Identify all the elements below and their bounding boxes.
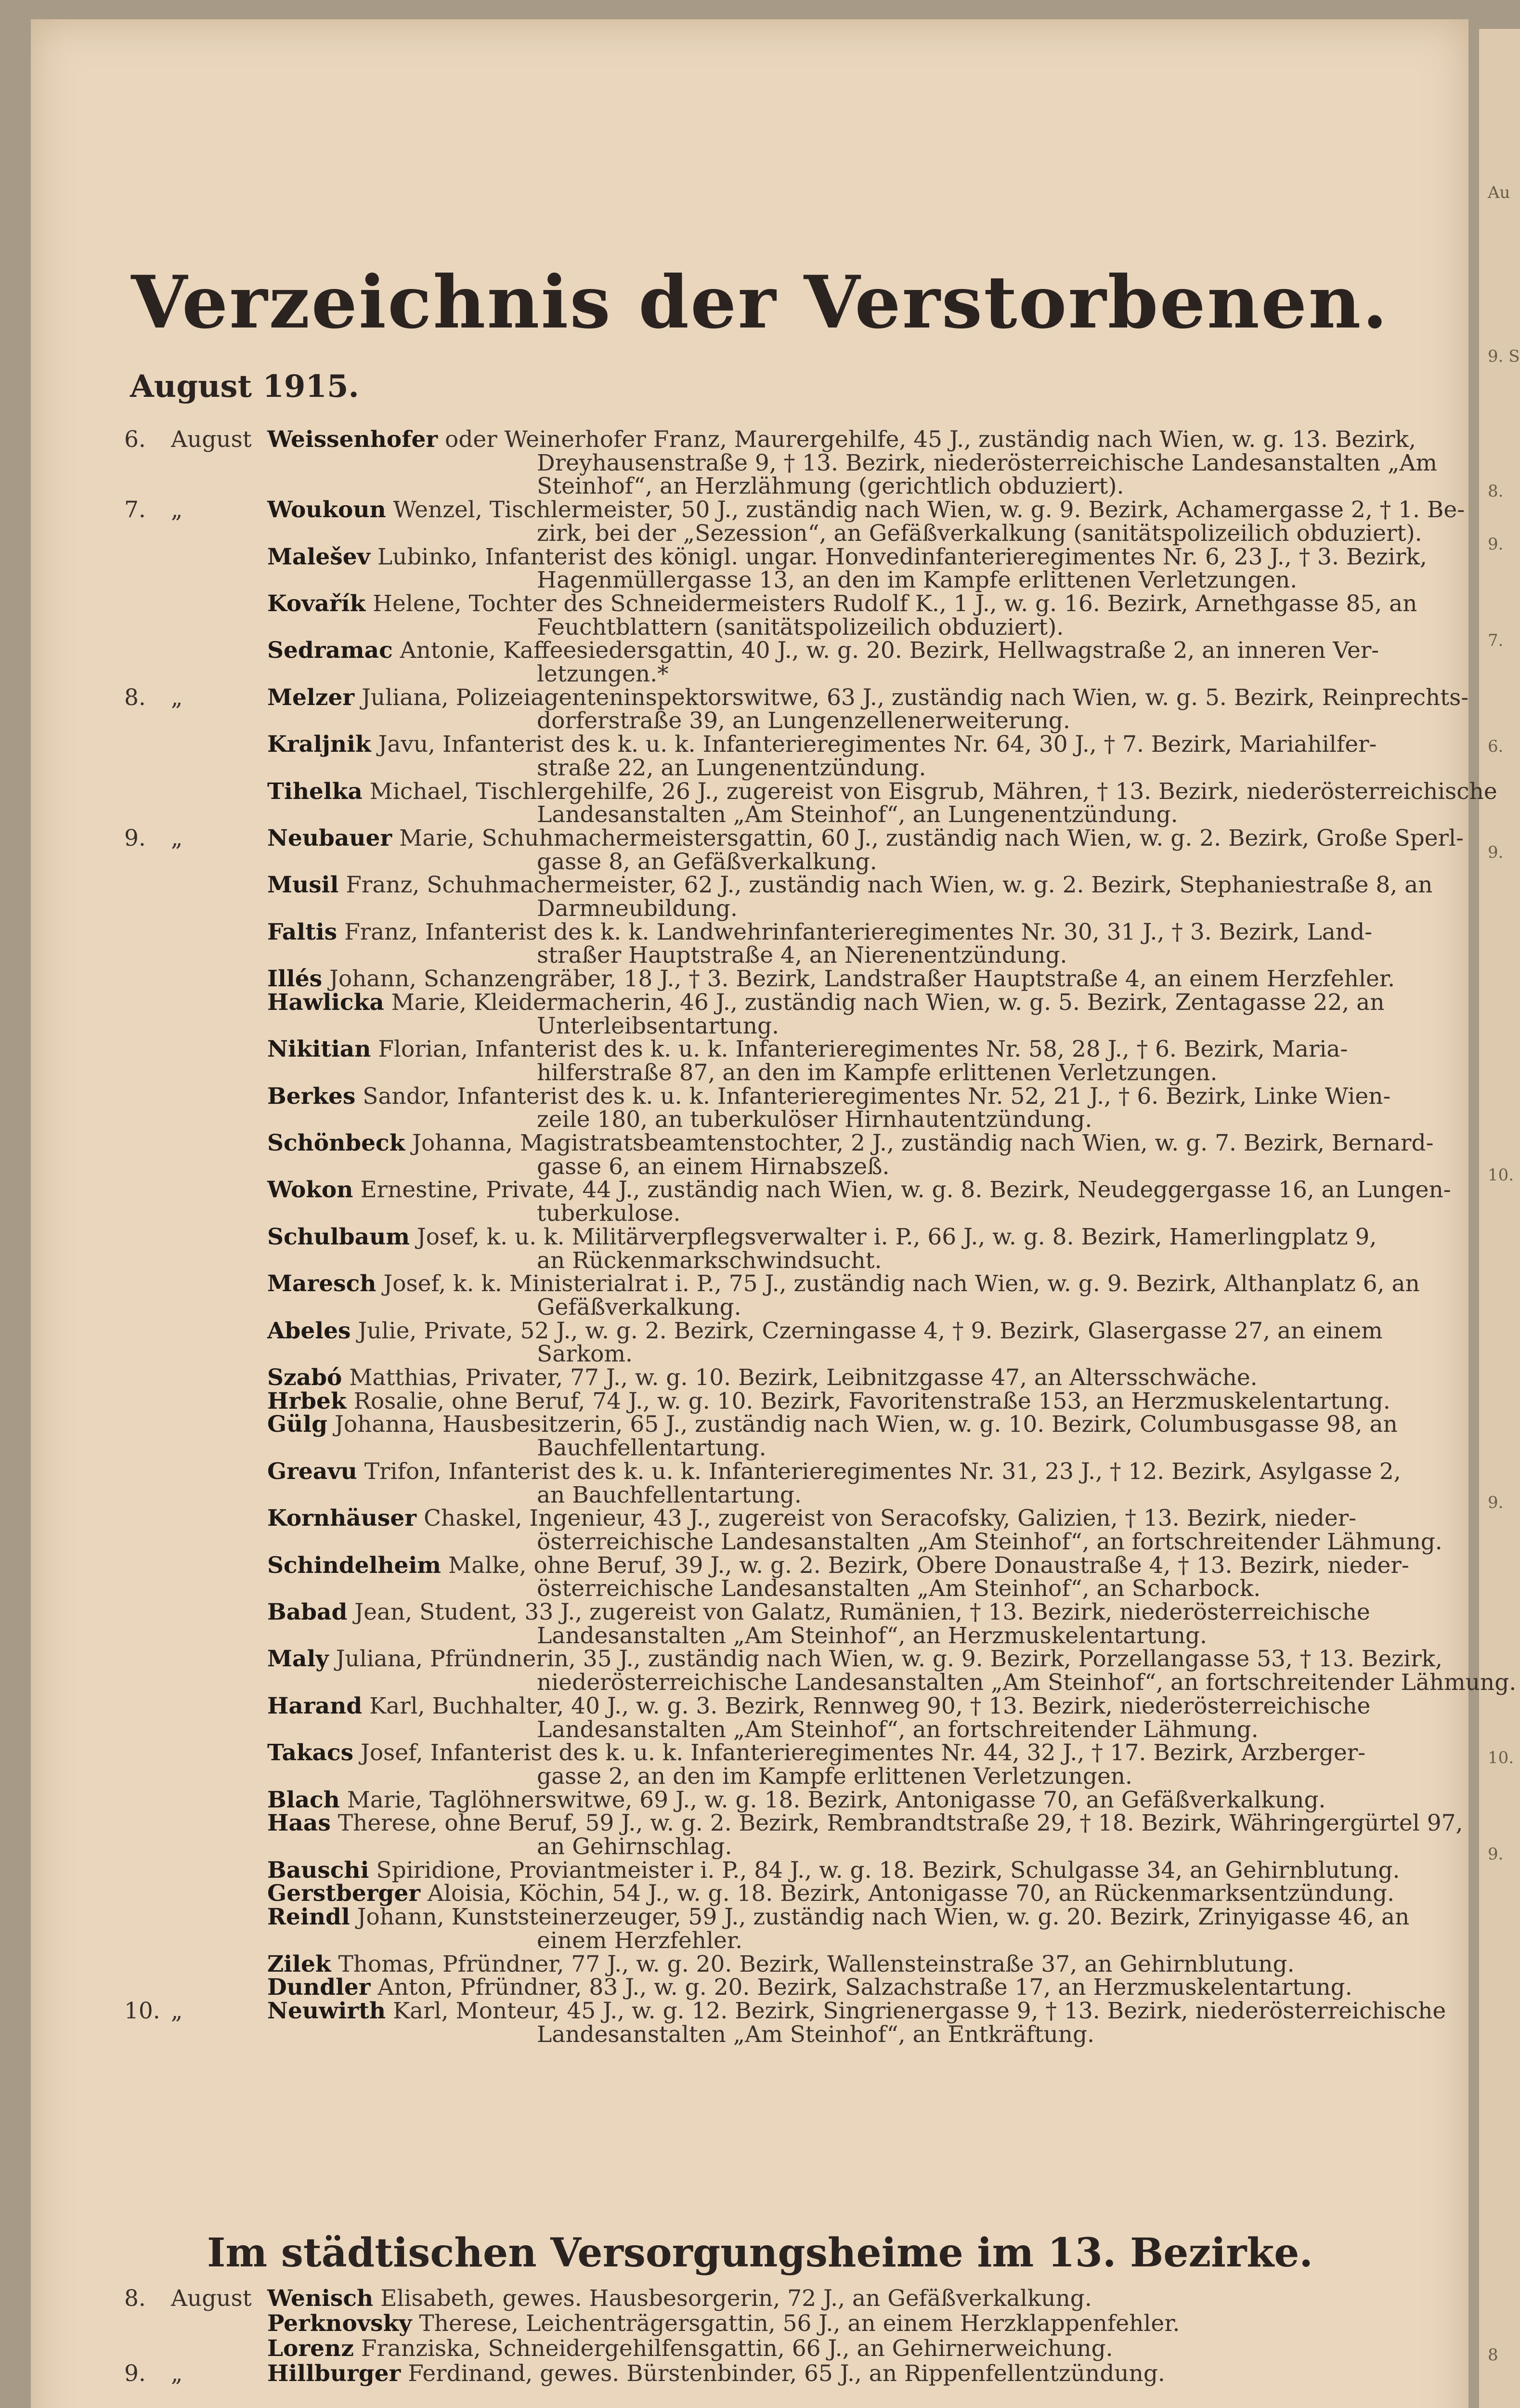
entry-continuation-line	[537, 1060, 1217, 1086]
deceased-name: Gülg	[267, 1411, 328, 1438]
deceased-name: Reindl	[267, 1904, 350, 1931]
deceased-name: Tihelka	[267, 778, 363, 805]
entry-text: tuberkulose.	[537, 1200, 681, 1227]
deceased-name: Maly	[267, 1646, 329, 1673]
entry-first-line	[267, 1364, 1258, 1391]
entry-text: Steinhof“, an Herzlähmung (gerichtlich obduziert).	[537, 473, 1124, 500]
deceased-name: Dundler	[267, 1974, 371, 2001]
entry-first-line	[267, 426, 1416, 453]
entry-text: Josef, Infanterist des k. u. k. Infanterieregimentes Nr. 44, 32 J., † 17. Bezirk, Arzberger-	[353, 1740, 1366, 1767]
entry-text: Therese, Leichenträgersgattin, 56 J., an einem Herzklappenfehler.	[412, 2310, 1180, 2337]
entry-first-line	[267, 1411, 1398, 1438]
entry-text: Trifon, Infanterist des k. u. k. Infanterieregimentes Nr. 31, 23 J., † 12. Bezirk, Asylgasse 2,	[357, 1458, 1401, 1485]
entry-first-line	[267, 1810, 1463, 1836]
entry-first-line	[267, 989, 1384, 1016]
deceased-name: Nikitian	[267, 1036, 371, 1063]
deceased-name: Hawlicka	[267, 989, 384, 1016]
entry-first-line	[267, 1646, 1442, 1672]
deceased-name: Schulbaum	[267, 1223, 410, 1250]
deceased-name: Kraljnik	[267, 731, 371, 758]
entry-first-line	[267, 778, 1497, 805]
entry-text: Florian, Infanterist des k. u. k. Infanterieregimentes Nr. 58, 28 J., † 6. Bezirk, Maria-	[371, 1036, 1348, 1063]
entry-first-line	[267, 872, 1432, 898]
entry-text: Aloisia, Köchin, 54 J., w. g. 18. Bezirk, Antonigasse 70, an Rückenmarksentzündung.	[420, 1880, 1395, 1907]
deceased-name: Hillburger	[267, 2360, 401, 2387]
deceased-name: Wenisch	[267, 2285, 374, 2312]
entry-text: letzungen.*	[537, 661, 669, 687]
entry-continuation-line	[537, 1575, 1260, 1602]
entry-text: Johanna, Hausbesitzerin, 65 J., zuständig nach Wien, w. g. 10. Bezirk, Columbusgasse 98, an	[327, 1411, 1398, 1438]
entry-text: Johann, Kunststeinerzeuger, 59 J., zuständig nach Wien, w. g. 20. Bezirk, Zrinyigasse 46, an	[350, 1904, 1410, 1931]
entry-day: 10.	[124, 1997, 160, 2024]
deceased-name: Maresch	[267, 1270, 377, 1297]
entry-text: österreichische Landesanstalten „Am Steinhof“, an Scharbock.	[537, 1575, 1261, 1602]
deceased-name: Gerstberger	[267, 1880, 421, 1907]
entry-first-line	[267, 919, 1372, 945]
entry-day: 7.	[124, 497, 146, 523]
entry-first-line	[267, 1130, 1433, 1156]
entry-text: Landesanstalten „Am Steinhof“, an Entkräftung.	[537, 2021, 1095, 2048]
entry-text: Michael, Tischlergehilfe, 26 J., zugereist von Eisgrub, Mähren, † 13. Bezirk, niederösterreichische	[362, 778, 1497, 805]
entry-continuation-line	[537, 1763, 1132, 1790]
entry-first-line	[267, 1177, 1451, 1203]
deceased-name: Kovařík	[267, 590, 366, 617]
entry-first-line	[267, 1599, 1370, 1625]
entry-first-line	[267, 1388, 1390, 1414]
entry-continuation-line	[537, 1247, 882, 1274]
deceased-name: Lorenz	[267, 2335, 354, 2362]
entry-month: „	[171, 1997, 183, 2024]
entry-text: hilferstraße 87, an den im Kampfe erlittenen Verletzungen.	[537, 1059, 1218, 1086]
page-title: Verzeichnis der Verstorbenen.	[131, 260, 1389, 345]
entry-first-line	[267, 544, 1427, 570]
deceased-name: Illés	[267, 966, 323, 993]
entry-first-line	[267, 1880, 1394, 1907]
entry-text: Anton, Pfründner, 83 J., w. g. 20. Bezirk, Salzachstraße 17, an Herzmuskelentartung.	[370, 1974, 1352, 2001]
deceased-name: Berkes	[267, 1083, 356, 1110]
entry-text: Wenzel, Tischlermeister, 50 J., zuständig nach Wien, w. g. 9. Bezirk, Achamergasse 2, † 1. Be-	[386, 497, 1465, 523]
entry-month: „	[171, 684, 183, 711]
deceased-name: Harand	[267, 1692, 363, 1719]
entry-first-line	[267, 1787, 1325, 1813]
entry-first-line	[267, 684, 1468, 711]
entry-month: „	[171, 2360, 183, 2387]
entry-continuation-line	[537, 450, 1437, 476]
deceased-name: Bauschi	[267, 1857, 369, 1884]
entry-text: Ferdinand, gewes. Bürstenbinder, 65 J., an Rippenfellentzündung.	[401, 2360, 1165, 2387]
entry-first-line	[267, 1318, 1383, 1344]
entry-text: Darmneubildung.	[537, 895, 738, 922]
entry-continuation-line	[537, 1833, 732, 1860]
entry-first-line	[267, 1552, 1409, 1579]
deceased-name: Zilek	[267, 1950, 331, 1977]
adjacent-page-fragment: 9.	[1488, 535, 1504, 554]
deceased-name: Neuwirth	[267, 1997, 386, 2024]
entry-text: Matthias, Privater, 77 J., w. g. 10. Bezirk, Leibnitzgasse 47, an Altersschwäche.	[342, 1364, 1258, 1391]
deceased-name: Faltis	[267, 918, 338, 945]
entry-first-line	[267, 1224, 1377, 1250]
entry-month: August	[171, 426, 252, 453]
entry-continuation-line	[537, 1669, 1516, 1696]
entry-text: Landesanstalten „Am Steinhof“, an Lungenentzündung.	[537, 801, 1178, 828]
deceased-name: Malešev	[267, 543, 370, 570]
adjacent-page-fragment: 10.	[1488, 1165, 1514, 1185]
entry-text: Johann, Schanzengräber, 18 J., † 3. Bezirk, Landstraßer Hauptstraße 4, an einem Herzfehler.	[322, 966, 1395, 993]
entry-text: Spiridione, Proviantmeister i. P., 84 J., w. g. 18. Bezirk, Schulgasse 34, an Gehirnblutung.	[369, 1857, 1400, 1884]
entry-first-line	[267, 2310, 1180, 2337]
deceased-name: Greavu	[267, 1458, 357, 1485]
entry-first-line	[267, 1857, 1400, 1884]
entry-text: niederösterreichische Landesanstalten „Am Steinhof“, an fortschreitender Lähmung.	[537, 1669, 1517, 1696]
entry-month: „	[171, 824, 183, 851]
entry-day: 9.	[124, 824, 146, 851]
entry-first-line	[267, 1740, 1365, 1766]
entry-text: Dreyhausenstraße 9, † 13. Bezirk, niederösterreichische Landesanstalten „Am	[537, 449, 1437, 476]
entry-first-line	[267, 1270, 1420, 1297]
entry-text: Julie, Private, 52 J., w. g. 2. Bezirk, Czerningasse 4, † 9. Bezirk, Glasergasse 27, an einem	[351, 1317, 1383, 1344]
adjacent-page-fragment: 10.	[1488, 1748, 1514, 1767]
deceased-name: Wokon	[267, 1177, 353, 1204]
entry-text: Juliana, Polizeiagenteninspektorswitwe, 63 J., zuständig nach Wien, w. g. 5. Bezirk, Reinprechts-	[354, 684, 1469, 711]
entry-continuation-line	[537, 707, 1070, 734]
entry-first-line	[267, 637, 1379, 664]
adjacent-page-fragment: 8	[1488, 2345, 1498, 2365]
section-date-heading: August 1915.	[130, 368, 359, 405]
adjacent-page-fragment: 9. S	[1488, 347, 1520, 366]
entry-text: Javu, Infanterist des k. u. k. Infanterieregimentes Nr. 64, 30 J., † 7. Bezirk, Mariahilfer-	[371, 731, 1377, 758]
entry-text: Chaskel, Ingenieur, 43 J., zugereist von Seracofsky, Galizien, † 13. Bezirk, nieder-	[416, 1505, 1357, 1532]
entry-text: Feuchtblattern (sanitätspolizeilich obduziert).	[537, 614, 1064, 641]
deceased-name: Kornhäuser	[267, 1505, 417, 1532]
entry-first-line	[267, 1998, 1446, 2024]
deceased-name: Takacs	[267, 1740, 354, 1767]
entry-text: gasse 2, an den im Kampfe erlittenen Verletzungen.	[537, 1763, 1132, 1790]
deceased-name: Hrbek	[267, 1387, 347, 1414]
entry-text: Karl, Monteur, 45 J., w. g. 12. Bezirk, Singrienergasse 9, † 13. Bezirk, niederösterreichische	[386, 1997, 1446, 2024]
entry-first-line	[267, 1458, 1401, 1485]
entry-text: Franz, Schuhmachermeister, 62 J., zuständig nach Wien, w. g. 2. Bezirk, Stephaniestraße 8, an	[338, 872, 1433, 899]
entry-text: an Bauchfellentartung.	[537, 1481, 802, 1508]
entry-text: Thomas, Pfründner, 77 J., w. g. 20. Bezirk, Wallensteinstraße 37, an Gehirnblutung.	[331, 1950, 1295, 1977]
deceased-name: Musil	[267, 872, 339, 899]
entry-text: gasse 8, an Gefäßverkalkung.	[537, 848, 877, 875]
entry-continuation-line	[537, 1623, 1207, 1649]
entry-day: 6.	[124, 426, 146, 453]
adjacent-page-fragment: 9.	[1488, 843, 1504, 862]
entry-continuation-line	[537, 1341, 633, 1367]
entry-month: „	[171, 497, 183, 523]
entry-continuation-line	[537, 567, 1297, 593]
entry-first-line	[267, 2360, 1165, 2387]
adjacent-page-fragment: 9.	[1488, 1493, 1504, 1512]
entry-text: Franz, Infanterist des k. k. Landwehrinfanterieregimentes Nr. 30, 31 J., † 3. Bezirk, Land-	[337, 918, 1373, 945]
entry-first-line	[267, 1951, 1295, 1977]
entry-continuation-line	[537, 755, 926, 781]
deceased-name: Schindelheim	[267, 1552, 442, 1579]
entry-text: Johanna, Magistratsbeamtenstochter, 2 J., zuständig nach Wien, w. g. 7. Bezirk, Bernard-	[405, 1130, 1434, 1156]
entry-first-line	[267, 1904, 1409, 1930]
entry-text: Antonie, Kaffeesiedersgattin, 40 J., w. g. 20. Bezirk, Hellwagstraße 2, an inneren Ver-	[392, 637, 1379, 664]
entry-continuation-line	[537, 473, 1124, 499]
entry-continuation-line	[537, 1482, 802, 1508]
entry-text: gasse 6, an einem Hirnabszeß.	[537, 1153, 890, 1180]
entry-continuation-line	[537, 1153, 889, 1180]
entry-text: Lubinko, Infanterist des königl. ungar. Honvedinfanterieregimentes Nr. 6, 23 J., † 3. Bezirk,	[370, 543, 1427, 570]
entry-first-line	[267, 1083, 1390, 1110]
entry-text: Helene, Tochter des Schneidermeisters Rudolf K., 1 J., w. g. 16. Bezirk, Arnethgasse 85, an	[365, 590, 1417, 617]
entry-text: Bauchfellentartung.	[537, 1435, 766, 1462]
entry-continuation-line	[537, 801, 1178, 828]
entry-month: August	[171, 2285, 252, 2312]
entry-continuation-line	[537, 2021, 1094, 2048]
entry-text: Unterleibsentartung.	[537, 1012, 779, 1039]
entry-text: Marie, Kleidermacherin, 46 J., zuständig nach Wien, w. g. 5. Bezirk, Zentagasse 22, an	[384, 989, 1385, 1016]
entry-first-line	[267, 1974, 1352, 2001]
entry-continuation-line	[537, 661, 669, 687]
entry-text: straße 22, an Lungenentzündung.	[537, 754, 926, 781]
entry-text: Malke, ohne Beruf, 39 J., w. g. 2. Bezirk, Obere Donaustraße 4, † 13. Bezirk, nieder-	[441, 1552, 1409, 1579]
entry-text: Landesanstalten „Am Steinhof“, an fortschreitender Lähmung.	[537, 1716, 1259, 1743]
entry-text: Juliana, Pfründnerin, 35 J., zuständig nach Wien, w. g. 9. Bezirk, Porzellangasse 53, † 13. Bezirk,	[328, 1646, 1442, 1673]
entry-first-line	[267, 825, 1464, 851]
entry-first-line	[267, 2335, 1113, 2362]
adjacent-page-fragment: 9.	[1488, 1845, 1504, 1864]
entry-text: Therese, ohne Beruf, 59 J., w. g. 2. Bezirk, Rembrandtstraße 29, † 18. Bezirk, Währingergürtel 97,	[330, 1810, 1463, 1837]
section-subheading: Im städtischen Versorgungsheime im 13. Bezirke.	[207, 2230, 1313, 2276]
deceased-name: Schönbeck	[267, 1130, 405, 1156]
deceased-name: Sedramac	[267, 637, 393, 664]
entry-text: Ernestine, Private, 44 J., zuständig nach Wien, w. g. 8. Bezirk, Neudeggergasse 16, an Lungen-	[353, 1177, 1451, 1204]
entry-text: dorferstraße 39, an Lungenzellenerweiterung.	[537, 707, 1070, 734]
adjacent-page-fragment: 7.	[1488, 631, 1504, 650]
entry-first-line	[267, 590, 1417, 617]
entry-continuation-line	[537, 942, 1067, 968]
entry-continuation-line	[537, 1927, 742, 1954]
entry-text: Elisabeth, gewes. Hausbesorgerin, 72 J., an Gefäßverkalkung.	[373, 2285, 1092, 2312]
deceased-name: Szabó	[267, 1364, 342, 1391]
entry-continuation-line	[537, 614, 1064, 641]
adjacent-page-edge	[1479, 29, 1520, 2408]
entry-text: zeile 180, an tuberkulöser Hirnhautentzündung.	[537, 1106, 1092, 1133]
entry-continuation-line	[537, 1716, 1259, 1743]
entry-text: Jean, Student, 33 J., zugereist von Galatz, Rumänien, † 13. Bezirk, niederösterreichische	[347, 1599, 1370, 1625]
entry-continuation-line	[537, 1013, 779, 1039]
deceased-name: Melzer	[267, 684, 355, 711]
entry-text: Hagenmüllergasse 13, an den im Kampfe erlittenen Verletzungen.	[537, 567, 1298, 594]
deceased-name: Haas	[267, 1810, 331, 1837]
entry-day: 8.	[124, 2285, 146, 2312]
entry-text: einem Herzfehler.	[537, 1927, 743, 1954]
entry-text: oder Weinerhofer Franz, Maurergehilfe, 45 J., zuständig nach Wien, w. g. 13. Bezirk,	[438, 426, 1416, 453]
entry-text: österreichische Landesanstalten „Am Steinhof“, an fortschreitender Lähmung.	[537, 1528, 1442, 1555]
entry-text: Josef, k. u. k. Militärverpflegsverwalter i. P., 66 J., w. g. 8. Bezirk, Hamerlingplatz 9,	[409, 1223, 1377, 1250]
entry-continuation-line	[537, 1435, 766, 1461]
entry-day: 9.	[124, 2360, 146, 2387]
deceased-name: Babad	[267, 1599, 348, 1625]
entry-text: Rosalie, ohne Beruf, 74 J., w. g. 10. Bezirk, Favoritenstraße 153, an Herzmuskelentartung.	[346, 1387, 1390, 1414]
entry-continuation-line	[537, 1106, 1092, 1133]
entry-first-line	[267, 731, 1377, 758]
entry-text: Karl, Buchhalter, 40 J., w. g. 3. Bezirk, Rennweg 90, † 13. Bezirk, niederösterreichische	[362, 1692, 1371, 1719]
deceased-name: Woukoun	[267, 497, 386, 523]
entry-first-line	[267, 1505, 1356, 1531]
adjacent-page-fragment: Au	[1488, 183, 1510, 202]
entry-continuation-line	[537, 1529, 1442, 1555]
adjacent-page-fragment: 6.	[1488, 737, 1504, 756]
entry-text: Josef, k. k. Ministerialrat i. P., 75 J., zuständig nach Wien, w. g. 9. Bezirk, Althanplatz 6, an	[376, 1270, 1420, 1297]
deceased-name: Weissenhofer	[267, 426, 438, 453]
entry-text: straßer Hauptstraße 4, an Nierenentzündung.	[537, 942, 1067, 969]
entry-first-line	[267, 966, 1395, 992]
entry-continuation-line	[537, 1200, 680, 1227]
entry-text: Franziska, Schneidergehilfensgattin, 66 J., an Gehirnerweichung.	[353, 2335, 1113, 2362]
entry-text: an Gehirnschlag.	[537, 1833, 732, 1860]
entry-text: an Rückenmarkschwindsucht.	[537, 1247, 882, 1274]
entry-first-line	[267, 1693, 1370, 1719]
entry-continuation-line	[537, 895, 738, 922]
entry-text: Sandor, Infanterist des k. u. k. Infanterieregimentes Nr. 52, 21 J., † 6. Bezirk, Linke Wien-	[355, 1083, 1391, 1110]
entry-text: Marie, Taglöhnerswitwe, 69 J., w. g. 18. Bezirk, Antonigasse 70, an Gefäßverkalkung.	[339, 1786, 1326, 1813]
entry-first-line	[267, 1036, 1348, 1062]
adjacent-page-fragment: 8.	[1488, 482, 1504, 501]
entry-day: 8.	[124, 684, 146, 711]
entry-first-line	[267, 497, 1465, 523]
deceased-name: Perknovsky	[267, 2310, 412, 2337]
deceased-name: Neubauer	[267, 824, 392, 851]
entry-continuation-line	[537, 849, 877, 875]
entry-text: Marie, Schuhmachermeistersgattin, 60 J., zuständig nach Wien, w. g. 2. Bezirk, Große Sperl-	[392, 824, 1464, 851]
deceased-name: Blach	[267, 1786, 340, 1813]
deceased-name: Abeles	[267, 1317, 351, 1344]
entry-continuation-line	[537, 1294, 741, 1321]
entry-first-line	[267, 2285, 1092, 2312]
entry-text: Gefäßverkalkung.	[537, 1294, 741, 1321]
entry-text: zirk, bei der „Sezession“, an Gefäßverkalkung (sanitätspolizeilich obduziert).	[537, 520, 1422, 547]
entry-continuation-line	[537, 520, 1422, 547]
entry-text: Sarkom.	[537, 1341, 633, 1368]
entry-text: Landesanstalten „Am Steinhof“, an Herzmuskelentartung.	[537, 1622, 1207, 1649]
